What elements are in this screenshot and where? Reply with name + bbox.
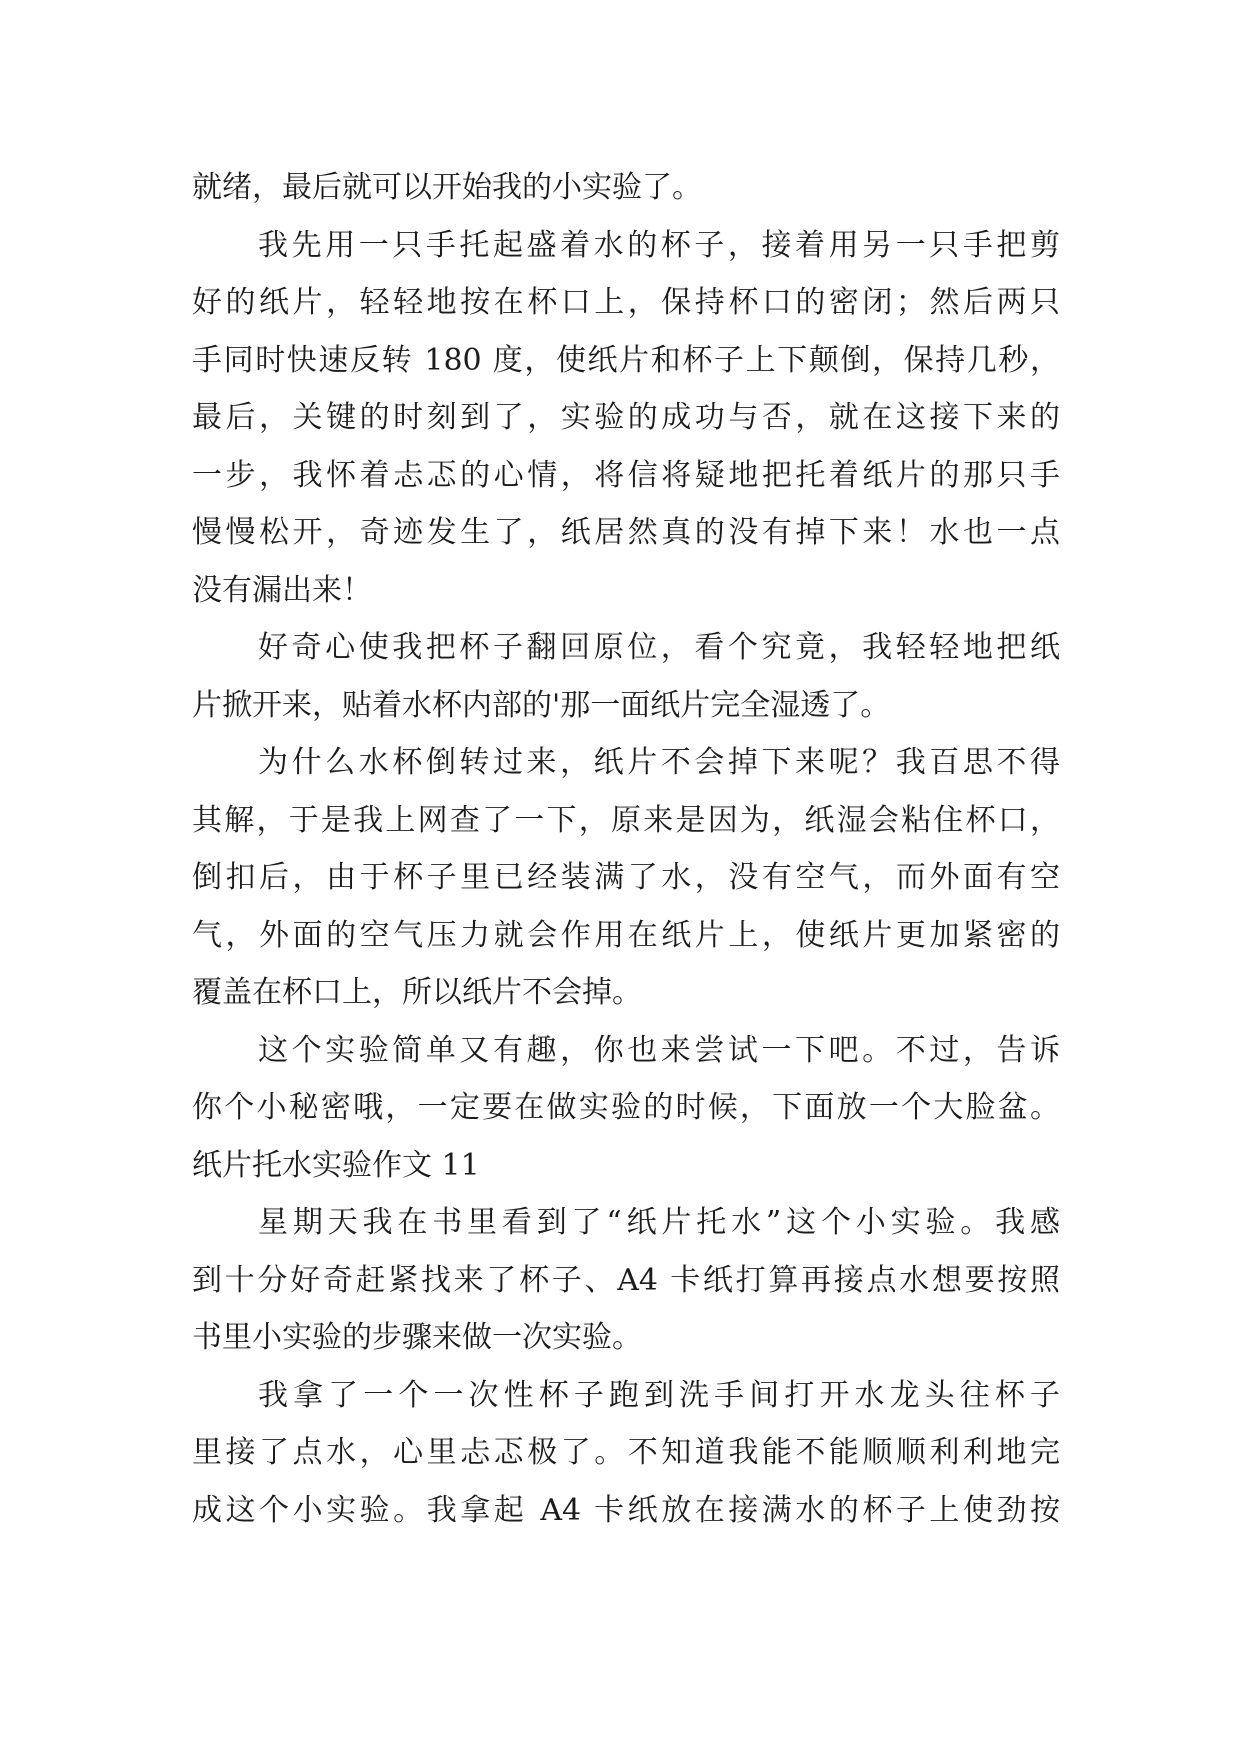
text-line: 我先用一只手托起盛着水的杯子，接着用另一只手把剪 <box>258 227 1060 263</box>
text-line: 气，外面的空气压力就会作用在纸片上，使纸片更加紧密的 <box>192 917 1060 953</box>
text-line: 慢慢松开，奇迹发生了，纸居然真的没有掉下来！水也一点 <box>192 515 1060 550</box>
text-line: 最后，关键的时刻到了，实验的成功与否，就在这接下来的 <box>192 400 1060 435</box>
text-line: 手同时快速反转 180 度，使纸片和杯子上下颠倒，保持几秒， <box>192 342 1060 378</box>
text-line: 好的纸片，轻轻地按在杯口上，保持杯口的密闭；然后两只 <box>192 285 1060 320</box>
text-line: 其解，于是我上网查了一下，原来是因为，纸湿会粘住杯口， <box>192 802 1060 838</box>
section-heading: 纸片托水实验作文 11 <box>192 1147 480 1183</box>
text-line: 一步，我怀着忐忑的心情，将信将疑地把托着纸片的那只手 <box>192 457 1060 493</box>
text-line: 为什么水杯倒转过来，纸片不会掉下来呢？我百思不得 <box>258 745 1060 780</box>
text-line: 覆盖在杯口上，所以纸片不会掉。 <box>192 975 642 1010</box>
text-line: 星期天我在书里看到了“纸片托水”这个小实验。我感 <box>258 1205 1060 1240</box>
text-line: 片掀开来，贴着水杯内部的'那一面纸片完全湿透了。 <box>192 687 891 723</box>
text-line: 里接了点水，心里忐忑极了。不知道我能不能顺顺利利地完 <box>192 1435 1060 1470</box>
text-line: 成这个小实验。我拿起 A4 卡纸放在接满水的杯子上使劲按 <box>192 1492 1060 1528</box>
text-line: 倒扣后，由于杯子里已经装满了水，没有空气，而外面有空 <box>192 860 1060 895</box>
text-line: 好奇心使我把杯子翻回原位，看个究竟，我轻轻地把纸 <box>258 630 1060 665</box>
text-line: 没有漏出来！ <box>192 572 372 608</box>
document-body <box>192 159 1060 1539</box>
text-line: 这个实验简单又有趣，你也来尝试一下吧。不过，告诉 <box>258 1032 1060 1068</box>
text-line: 就绪，最后就可以开始我的小实验了。 <box>192 170 702 205</box>
text-line: 到十分好奇赶紧找来了杯子、A4 卡纸打算再接点水想要按照 <box>192 1262 1060 1298</box>
text-line: 书里小实验的步骤来做一次实验。 <box>192 1320 642 1355</box>
text-line: 我拿了一个一次性杯子跑到洗手间打开水龙头往杯子 <box>258 1377 1060 1413</box>
text-line: 你个小秘密哦，一定要在做实验的时候，下面放一个大脸盆。 <box>192 1090 1060 1125</box>
